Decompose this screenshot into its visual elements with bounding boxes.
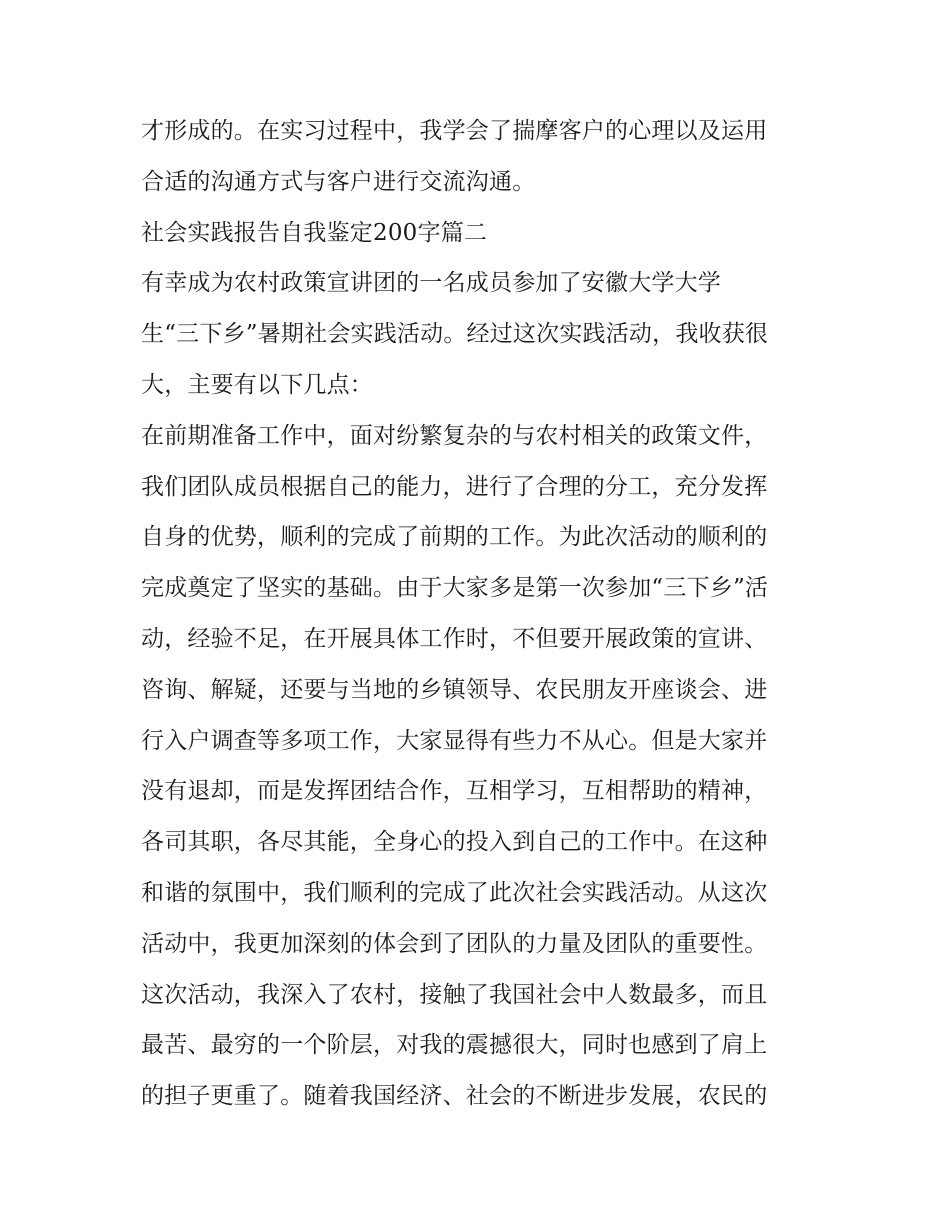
text-line: 才形成的。在实习过程中，我学会了揣摩客户的心理以及运用 — [141, 118, 768, 144]
text-line: 我们团队成员根据自己的能力，进行了合理的分工，充分发挥 — [141, 473, 768, 500]
text-line: 完成奠定了坚实的基础。由于大家多是第一次参加“三下乡”活 — [141, 575, 769, 602]
text-line: 在前期准备工作中，面对纷繁复杂的与农村相关的政策文件， — [141, 422, 768, 449]
text-line: 的担子更重了。随着我国经济、社会的不断进步发展，农民的 — [141, 1083, 768, 1110]
text-line: 生“三下乡”暑期社会实践活动。经过这次实践活动，我收获很 — [141, 321, 769, 348]
text-line: 有幸成为农村政策宣讲团的一名成员参加了安徽大学大学 — [141, 270, 721, 297]
section-heading: 社会实践报告自我鉴定200字篇二 — [141, 219, 488, 246]
text-line: 最苦、最穷的一个阶层，对我的震撼很大，同时也感到了肩上 — [141, 1032, 768, 1059]
text-line: 行入户调查等多项工作，大家显得有些力不从心。但是大家并 — [141, 727, 768, 754]
text-line: 动，经验不足，在开展具体工作时，不但要开展政策的宣讲、 — [141, 625, 768, 652]
text-line: 没有退却，而是发挥团结合作，互相学习，互相帮助的精神， — [141, 778, 768, 805]
text-line: 和谐的氛围中，我们顺利的完成了此次社会实践活动。从这次 — [141, 879, 768, 906]
text-line: 这次活动，我深入了农村，接触了我国社会中人数最多，而且 — [141, 981, 768, 1008]
text-line: 活动中，我更加深刻的体会到了团队的力量及团队的重要性。 — [141, 930, 768, 957]
text-line: 各司其职，各尽其能，全身心的投入到自己的工作中。在这种 — [141, 829, 768, 856]
text-line: 合适的沟通方式与客户进行交流沟通。 — [141, 168, 536, 195]
text-line: 咨询、解疑，还要与当地的乡镇领导、农民朋友开座谈会、进 — [141, 676, 768, 703]
document-body — [141, 106, 821, 1122]
text-line: 大，主要有以下几点： — [141, 371, 373, 398]
text-line: 自身的优势，顺利的完成了前期的工作。为此次活动的顺利的 — [141, 524, 768, 551]
